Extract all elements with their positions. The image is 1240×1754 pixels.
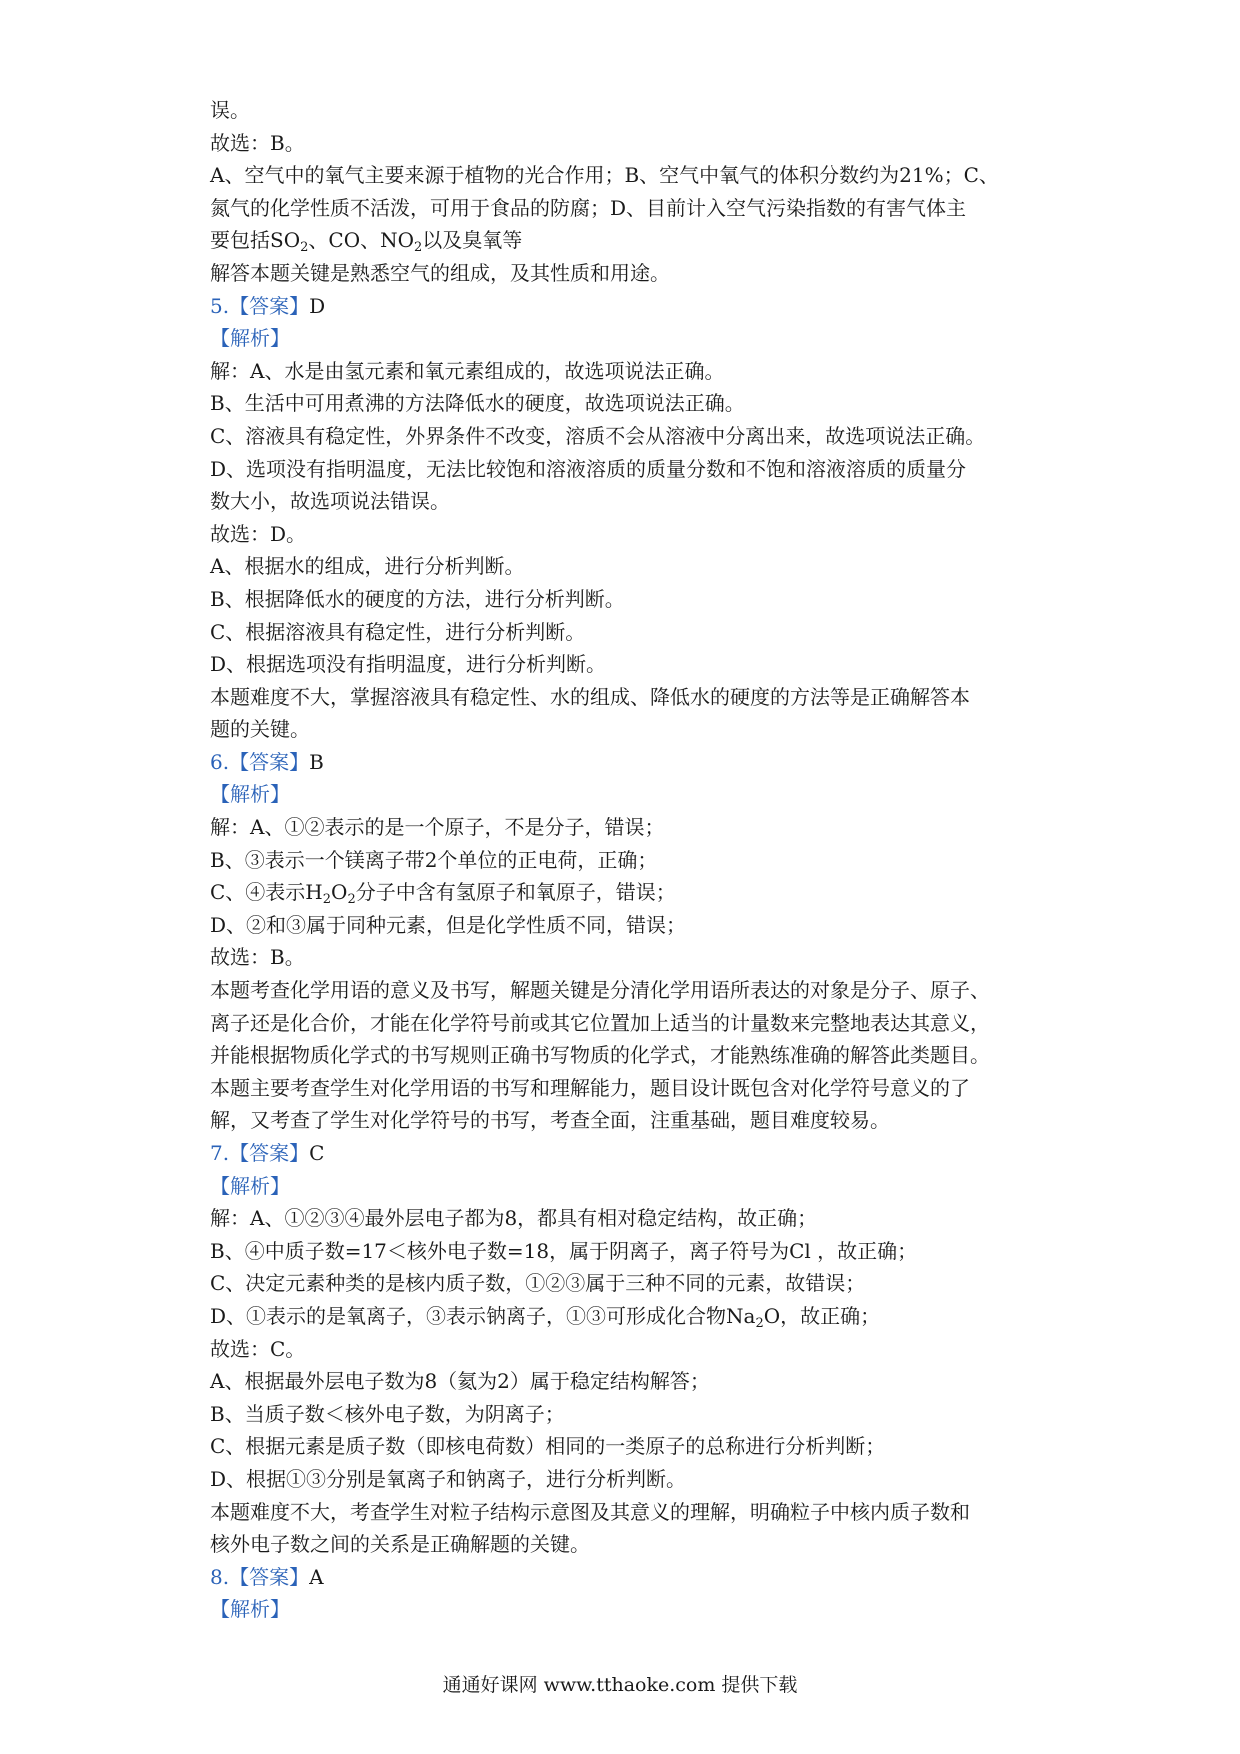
text-line: 本题难度不大，考查学生对粒子结构示意图及其意义的理解，明确粒子中核内质子数和 [210,1499,970,1524]
text-line: 解：A、①②③④最外层电子都为8，都具有相对稳定结构，故正确； [210,1206,818,1231]
text-line: A、空气中的氧气主要来源于植物的光合作用；B、空气中氧气的体积分数约为21%；C、 [210,163,999,188]
text-line: 解：A、①②表示的是一个原子，不是分子，错误； [210,815,665,840]
text-run: A [309,1564,324,1589]
text-line: C、决定元素种类的是核内质子数，①②③属于三种不同的元素，故错误； [210,1271,866,1296]
text-run: 分子中含有氢原子和氧原子，错误； [355,880,676,905]
subscript: 2 [300,240,309,256]
text-run: 以及臭氧等 [422,228,523,253]
answer-label: 6.【答案】 [210,749,310,774]
text-line: 氮气的化学性质不活泼，可用于食品的防腐；D、目前计入空气污染指数的有害气体主 [210,195,967,220]
text-line: B、④中质子数=17＜核外电子数=18，属于阴离子，离子符号为Cl ，故正确； [210,1238,918,1263]
text-line: B、根据降低水的硬度的方法，进行分析判断。 [210,586,625,611]
text-line: B、当质子数＜核外电子数，为阴离子； [210,1401,565,1426]
analysis-label: 【解析】 [210,1173,290,1198]
text-run: O [331,880,348,905]
text-run: B [309,749,324,774]
text-line: 解：A、水是由氢元素和氧元素组成的，故选项说法正确。 [210,358,725,383]
text-line: 故选：B。 [210,945,305,970]
answer-label: 7.【答案】 [210,1141,310,1165]
text-line [210,746,1050,779]
text-line: 故选：B。 [210,130,305,155]
answer-explanation-body [210,94,1050,1626]
text-line: D、根据①③分别是氧离子和钠离子，进行分析判断。 [210,1466,687,1491]
text-line: C、根据溶液具有稳定性，进行分析判断。 [210,619,586,644]
answer-label: 8.【答案】 [210,1564,310,1589]
text-run: D [309,293,326,318]
text-line: D、根据选项没有指明温度，进行分析判断。 [210,652,607,677]
text-run: O，故正确； [763,1303,881,1328]
text-line: 解答本题关键是熟悉空气的组成，及其性质和用途。 [210,260,670,285]
text-line: A、根据水的组成，进行分析判断。 [210,554,525,579]
text-line [210,224,1050,257]
text-line: D、②和③属于同种元素，但是化学性质不同，错误； [210,912,687,937]
text-line: 本题考查化学用语的意义及书写，解题关键是分清化学用语所表达的对象是分子、原子、 [210,978,990,1003]
text-line [210,1137,1050,1170]
subscript: 2 [322,892,332,908]
text-line [210,290,1050,323]
text-run: 要包括SO [210,228,301,253]
text-line: C、根据元素是质子数（即核电荷数）相同的一类原子的总称进行分析判断； [210,1434,886,1459]
analysis-label: 【解析】 [210,1597,290,1622]
text-line: 核外电子数之间的关系是正确解题的关键。 [210,1532,590,1557]
text-line: A、根据最外层电子数为8（氦为2）属于稳定结构解答； [210,1369,710,1394]
text-line: 解，又考查了学生对化学符号的书写，考查全面，注重基础，题目难度较易。 [210,1108,890,1133]
text-line: 故选：C。 [210,1336,306,1361]
text-run: D、①表示的是氧离子，③表示钠离子，①③可形成化合物Na [210,1303,756,1328]
text-line: B、生活中可用煮沸的方法降低水的硬度，故选项说法正确。 [210,391,745,416]
text-line [210,1300,1050,1333]
page-footer: 通通好课网 www.tthaoke.com 提供下载 [442,1674,798,1696]
text-run: C、④表示H [210,880,323,905]
text-line: 数大小，故选项说法错误。 [210,489,450,514]
analysis-label: 【解析】 [210,326,290,351]
text-line [210,876,1050,909]
text-line: 本题主要考查学生对化学用语的书写和理解能力，题目设计既包含对化学符号意义的了 [210,1075,970,1100]
analysis-label: 【解析】 [210,782,290,807]
subscript: 2 [414,240,423,256]
text-line: 误。 [210,98,250,122]
text-line: C、溶液具有稳定性，外界条件不改变，溶质不会从溶液中分离出来，故选项说法正确。 [210,423,986,448]
text-line: 故选：D。 [210,521,307,546]
answer-label: 5.【答案】 [210,293,310,318]
text-line: 题的关键。 [210,717,310,742]
subscript: 2 [755,1315,764,1331]
text-line: 本题难度不大，掌握溶液具有稳定性、水的组成、降低水的硬度的方法等是正确解答本 [210,684,970,709]
subscript: 2 [347,892,356,908]
text-line: 离子还是化合价，才能在化学符号前或其它位置加上适当的计量数来完整地表达其意义， [210,1010,990,1035]
text-run: 、CO、NO [308,228,414,253]
text-line [210,1561,1050,1594]
text-run: C [309,1141,325,1165]
text-line: B、③表示一个镁离子带2个单位的正电荷，正确； [210,847,658,872]
text-line: D、选项没有指明温度，无法比较饱和溶液溶质的质量分数和不饱和溶液溶质的质量分 [210,456,967,481]
text-line: 并能根据物质化学式的书写规则正确书写物质的化学式，才能熟练准确的解答此类题目。 [210,1043,990,1068]
